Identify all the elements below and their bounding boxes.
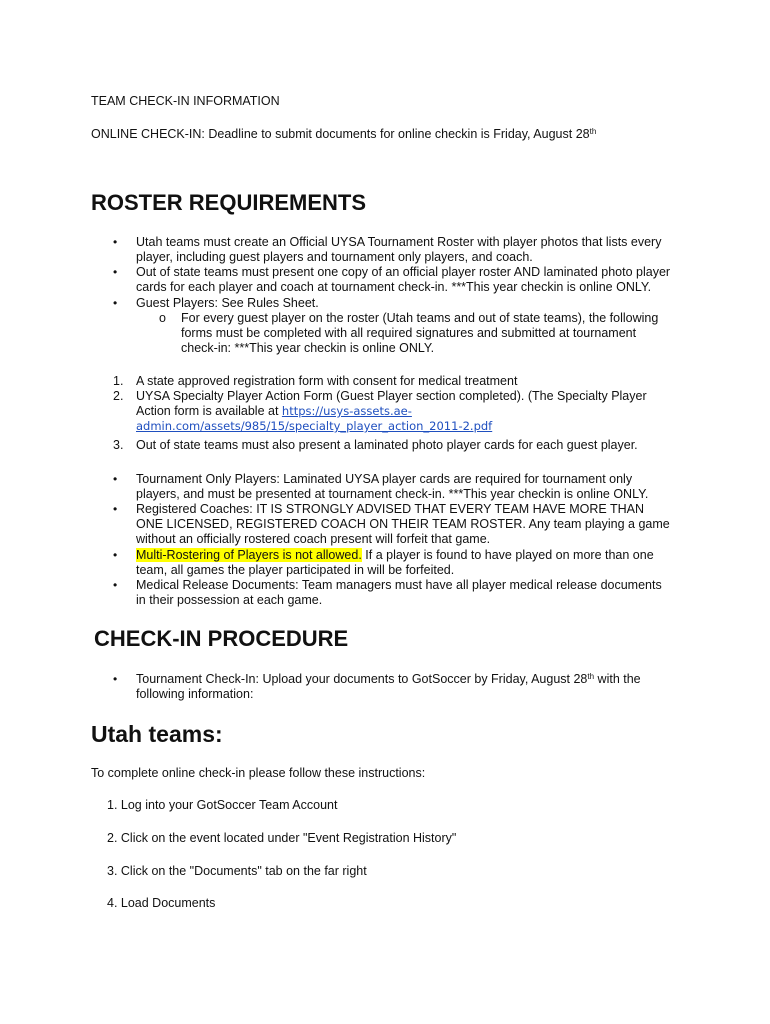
coaches-line-3: without an officially rostered coach present will forfeit that game.: [136, 532, 491, 546]
coaches-line-1: Registered Coaches: IT IS STRONGLY ADVISED THAT EVERY TEAM HAVE MORE THAN: [136, 502, 645, 516]
roster-bullet-2-line-1: Out of state teams must present one copy of an official player roster AND laminated photo player: [136, 265, 671, 279]
utah-heading: Utah teams:: [91, 721, 223, 747]
multi-rostering-rest: If a player is found to have played on more than one: [361, 548, 654, 562]
numbered-item-2-line-1: UYSA Specialty Player Action Form (Guest Player section completed). (The Specialty Player: [136, 389, 647, 403]
coaches-line-2: ONE LICENSED, REGISTERED COACH ON THEIR TEAM ROSTER. Any team playing a game: [136, 517, 670, 531]
roster-bullet-3-line-1: Guest Players: See Rules Sheet.: [136, 296, 319, 310]
checkin-bullet: [136, 672, 641, 702]
registered-coaches-bullet: [136, 502, 670, 547]
medical-line-2: in their possession at each game.: [136, 593, 323, 607]
utah-step-3: 3. Click on the "Documents" tab on the far right: [107, 864, 367, 878]
online-checkin-line: [91, 127, 596, 142]
highlighted-text: Multi-Rostering of Players is not allowed.: [136, 548, 362, 562]
roster-bullet-2: [136, 265, 670, 295]
online-checkin-sup: th: [589, 127, 597, 136]
tournament-only-line-2: players, and must be presented at tournament check-in. ***This year checkin is online ONLY.: [136, 487, 649, 501]
guest-sub-line-2: forms must be completed with all required signatures and submitted at tournament: [181, 326, 637, 340]
checkin-heading: CHECK-IN PROCEDURE: [94, 626, 349, 651]
tournament-only-line-1: Tournament Only Players: Laminated UYSA player cards are required for tournament only: [136, 472, 633, 486]
bullet-icon: •: [113, 235, 118, 249]
utah-step-4: 4. Load Documents: [107, 896, 216, 910]
numbered-item-1: A state approved registration form with consent for medical treatment: [136, 374, 518, 388]
numbered-1-marker: 1.: [113, 374, 124, 388]
multi-rostering-bullet: [136, 548, 654, 578]
document-title: TEAM CHECK-IN INFORMATION: [91, 94, 280, 108]
bullet-icon: •: [113, 265, 118, 279]
bullet-icon: •: [113, 548, 118, 562]
specialty-form-link-continued[interactable]: admin.com/assets/985/15/specialty_player_action_2011-2.pdf: [136, 419, 493, 433]
online-checkin-text: ONLINE CHECK-IN: Deadline to submit documents for online checkin is Friday, August 28: [91, 127, 590, 141]
roster-bullet-1-line-1: Utah teams must create an Official UYSA Tournament Roster with player photos that lists every: [136, 235, 662, 249]
bullet-icon: •: [113, 472, 118, 486]
tournament-only-bullet: [136, 472, 648, 502]
checkin-bullet-line-2: following information:: [136, 687, 254, 701]
checkin-bullet-sup: th: [587, 672, 595, 681]
guest-sub-bullet: [181, 311, 658, 356]
numbered-3-marker: 3.: [113, 438, 124, 452]
guest-sub-line-1: For every guest player on the roster (Utah teams and out of state teams), the following: [181, 311, 659, 325]
utah-step-2: 2. Click on the event located under "Event Registration History": [107, 831, 457, 845]
bullet-icon: •: [113, 502, 118, 516]
numbered-item-2-line-2: Action form is available at: [136, 404, 282, 418]
multi-rostering-line-2: team, all games the player participated in will be forfeited.: [136, 563, 455, 577]
checkin-bullet-suffix: with the: [594, 672, 641, 686]
roster-bullet-1-line-2: player, including guest players and tournament only players, and coach.: [136, 250, 533, 264]
medical-release-bullet: [136, 578, 662, 608]
roster-bullet-2-line-2: cards for each player and coach at tournament check-in. ***This year checkin is online ONLY.: [136, 280, 652, 294]
numbered-item-3: Out of state teams must also present a laminated photo player cards for each guest player.: [136, 438, 638, 452]
bullet-icon: •: [113, 672, 118, 686]
specialty-form-link[interactable]: https://usys-assets.ae-: [281, 404, 412, 418]
utah-step-1: 1. Log into your GotSoccer Team Account: [107, 798, 338, 812]
numbered-2-marker: 2.: [113, 389, 124, 403]
sub-bullet-marker: o: [159, 311, 166, 325]
checkin-bullet-text: Tournament Check-In: Upload your documents to GotSoccer by Friday, August 28: [136, 672, 588, 686]
roster-bullet-1: [136, 235, 661, 265]
bullet-icon: •: [113, 296, 118, 310]
utah-intro: To complete online check-in please follow these instructions:: [91, 766, 426, 780]
roster-bullet-3: [136, 296, 319, 311]
guest-sub-line-3: check-in: ***This year checkin is online ONLY.: [181, 341, 435, 355]
roster-heading: ROSTER REQUIREMENTS: [91, 190, 367, 215]
medical-line-1: Medical Release Documents: Team managers must have all player medical release documents: [136, 578, 662, 592]
numbered-item-2: [136, 389, 647, 434]
bullet-icon: •: [113, 578, 118, 592]
